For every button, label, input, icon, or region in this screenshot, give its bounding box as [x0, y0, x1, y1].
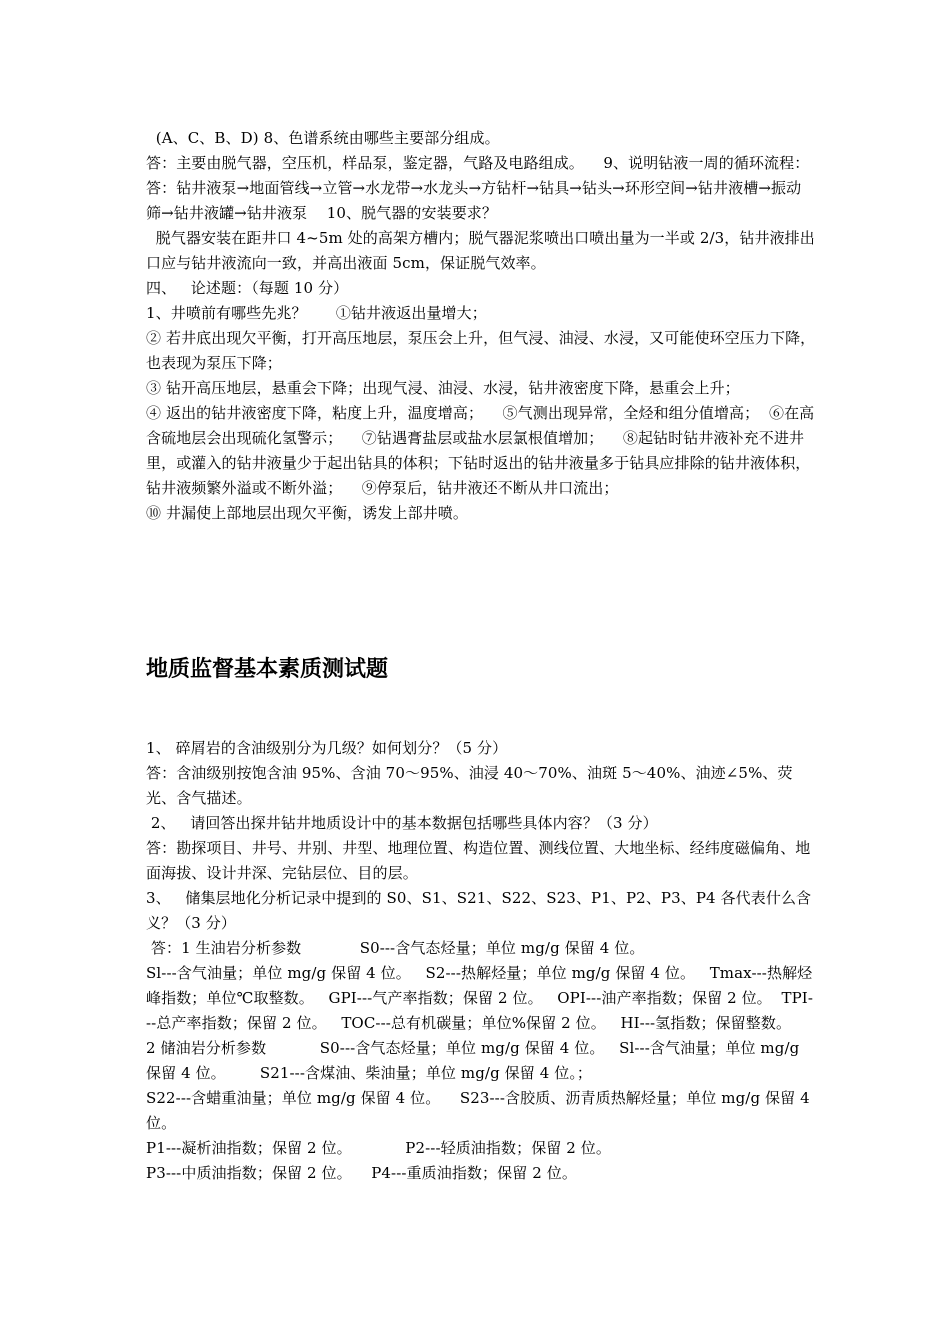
section-2 [146, 736, 818, 1186]
paragraph: 答：勘探项目、井号、井别、井型、地理位置、构造位置、测线位置、大地坐标、经纬度磁偏角、地面海拔、设计井深、完钻层位、目的层。 [146, 839, 811, 882]
paragraph: 2 储油岩分析参数 S0---含气态烃量；单位 mg/g 保留 4 位。 Sl---含气油量；单位 mg/g 保留 4 位。 S21---含煤油、柴油量；单位 mg/g 保留 4 位。； [146, 1039, 805, 1082]
paragraph: 答：含油级别按饱含油 95%、含油 70～95%、油浸 40～70%、油斑 5～40%、油迹∠5%、荧光、含气描述。 [146, 764, 793, 807]
paragraph: 3、 储集层地化分析记录中提到的 S0、S1、S21、S22、S23、P1、P2、P3、P4 各代表什么含义？（3 分） [146, 889, 812, 932]
paragraph: S22---含蜡重油量；单位 mg/g 保留 4 位。 S23---含胶质、沥青质热解烃量；单位 mg/g 保留 4 位。 [146, 1089, 815, 1132]
paragraph: 答：主要由脱气器，空压机，样品泵，鉴定器，气路及电路组成。 9、说明钻液一周的循环流程： 答：钻井液泵→地面管线→立管→水龙带→水龙头→方钻杆→钻具→钻头→环形空间→钻井液槽→振动筛→钻井液罐→钻井液泵 10、脱气器的安装要求？ [146, 154, 839, 222]
paragraph: 1、井喷前有哪些先兆？ ①钻井液返出量增大； [146, 304, 487, 322]
section-1 [146, 126, 839, 526]
paragraph: 脱气器安装在距井口 4~5m 处的高架方槽内；脱气器泥浆喷出口喷出量为一半或 2/3，钻井液排出口应与钻井液流向一致，并高出液面 5cm，保证脱气效率。 [146, 229, 815, 272]
paragraph: ⑩ 井漏使上部地层出现欠平衡，诱发上部井喷。 [146, 504, 468, 522]
paragraph: Sl---含气油量；单位 mg/g 保留 4 位。 S2---热解烃量；单位 mg/g 保留 4 位。 Tmax---热解烃峰指数；单位℃取整数。 GPI---气产率指数；保留 2 位。 OPI---油产率指数；保留 2 位。 TPI---总产率指数；保留 2 位。 TOC---总有机碳量；单位%保留 2 位。 HI---氢指数；保留整数。 [146, 964, 814, 1032]
paragraph: ③ 钻开高压地层，悬重会下降；出现气浸、油浸、水浸，钻井液密度下降，悬重会上升； [146, 379, 740, 397]
paragraph: 1、 碎屑岩的含油级别分为几级？如何划分？（5 分） [146, 739, 508, 757]
paragraph: ② 若井底出现欠平衡，打开高压地层，泵压会上升，但气浸、油浸、水浸，又可能使环空压力下降，也表现为泵压下降； [146, 329, 816, 372]
paragraph: P3---中质油指数；保留 2 位。 P4---重质油指数；保留 2 位。 [146, 1164, 577, 1182]
paragraph: 答：1 生油岩分析参数 S0---含气态烃量；单位 mg/g 保留 4 位。 [146, 939, 645, 957]
paragraph: 四、 论述题：（每题 10 分） [146, 279, 349, 297]
paragraph: 2、 请回答出探井钻井地质设计中的基本数据包括哪些具体内容？（3 分） [146, 814, 658, 832]
paragraph: P1---凝析油指数；保留 2 位。 P2---轻质油指数；保留 2 位。 [146, 1139, 611, 1157]
paragraph: ④ 返出的钻井液密度下降，粘度上升，温度增高； ⑤气测出现异常，全烃和组分值增高； ⑥在高含硫地层会出现硫化氢警示； ⑦钻遇膏盐层或盐水层氯根值增加； ⑧起钻时钻井液补充不进井里，或灌入的钻井液量少于起出钻具的体积；下钻时返出的钻井液量多于钻具应排除的钻井液体积，钻井液频繁外溢或不断外溢； ⑨停泵后，钻井液还不断从井口流出； [146, 404, 815, 497]
document-title: 地质监督基本素质测试题 [146, 657, 389, 682]
paragraph: (A、C、B、D) 8、色谱系统由哪些主要部分组成。 [146, 129, 500, 147]
